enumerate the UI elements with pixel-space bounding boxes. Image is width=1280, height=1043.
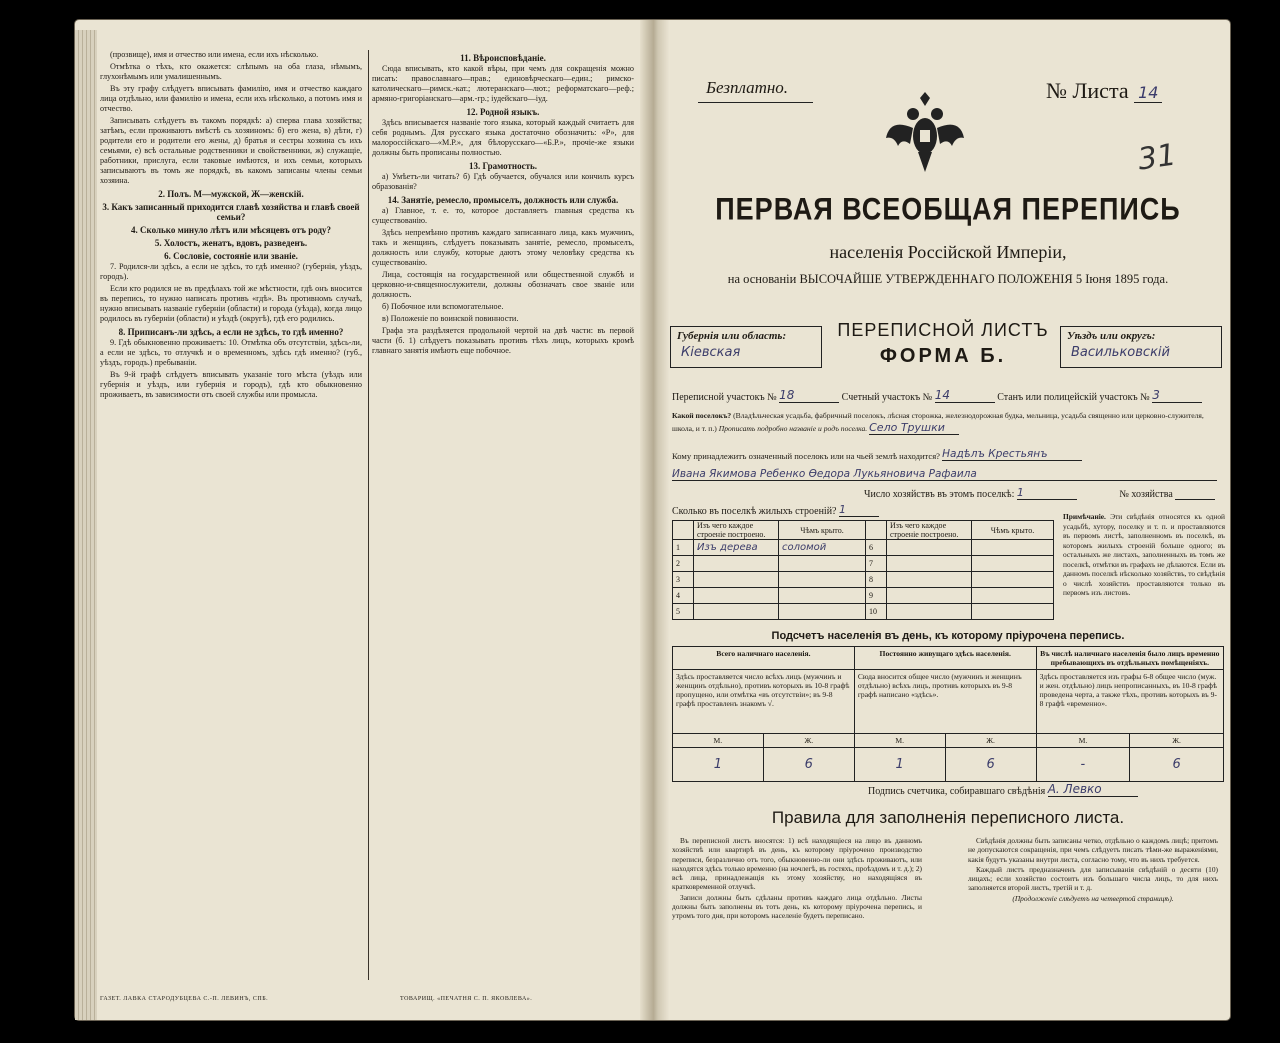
left-col2-paragraph: а) Умѣетъ-ли читать? б) Гдѣ обучается, обучался или кончилъ курсъ образованія? (372, 172, 634, 191)
buildings-value: 1 (839, 503, 879, 517)
pop-zh-head: Ж. (1130, 734, 1224, 748)
pop-zh-head: Ж. (945, 734, 1036, 748)
left-col2-paragraph: Графа эта раздѣляется продольной чертой на двѣ части: въ первой части (б. 1) слѣдуетъ показывать противъ тѣхъ лицъ, которыхъ кромѣ главнаго занятія имѣютъ еще побочное. (372, 326, 634, 355)
bld-head-material-1: Изъ чего каждое строеніе построено. (694, 521, 779, 540)
rules-right-body (968, 836, 1218, 893)
bld-row-num: 7 (866, 556, 887, 572)
uezd-value: Васильковскій (1071, 345, 1170, 360)
rules-right-paragraph: Свѣдѣнія должны быть записаны четко, отдѣльно о каждомъ лицѣ; притомъ не допускаются сокращенія, при чемъ слѣдуетъ писать тѣми-же выраженіями, какія будутъ указаны внутри листа, согласно тому, что въ нихъ требуется. (968, 836, 1218, 864)
left-col2-paragraph: 13. Грамотность. (468, 161, 538, 171)
pop-m-head: М. (673, 734, 764, 748)
bld-head-material-2: Изъ чего каждое строеніе построено. (887, 521, 972, 540)
left-col1-paragraph: 7. Родился-ли здѣсь, а если не здѣсь, то гдѣ именно? (губернія, уѣздъ, городъ). (100, 262, 362, 281)
census-subtitle: населенія Россійской Имперіи, (829, 242, 1067, 262)
free-label: Безплатно. (706, 78, 789, 97)
population-table (672, 646, 1224, 782)
bld-row1-material: Изъ дерева (694, 540, 779, 556)
population-heading: Подсчетъ населенія въ день, къ которому пріурочена перепись. (771, 630, 1125, 642)
pop-col3-head: Въ числѣ наличнаго населенія было лицъ временно пребывающихъ въ отдѣльныхъ помѣщеніяхъ. (1036, 647, 1223, 670)
pop-col1-head: Всего наличнаго населенія. (673, 647, 855, 670)
bld-row-num: 1 (673, 540, 694, 556)
rules-right-paragraph: Каждый листъ предназначенъ для записыванія свѣдѣній о десяти (10) лицахъ; если хозяйство состоитъ изъ большаго числа лицъ, то для нихъ заполняется второй листъ, третій и т. д. (968, 864, 1218, 893)
owner-value-2: Ивана Якимова Ребенко Ѳедора Лукьяновича Рафаила (672, 468, 1217, 481)
pop-resident-m: 1 (854, 748, 945, 782)
note-text: Эти свѣдѣнія относятся къ одной усадьбѣ, хутору, поселку и т. п. и проставляются въ первомъ листѣ, заполненномъ въ поселкѣ, въ которомъ жилыхъ строеній больше одного; въ остальныхъ же листахъ, заполненныхъ въ томъ же поселкѣ, отмѣтки въ графахъ не дѣлаются. Если въ данномъ поселкѣ нѣсколько хозяйствъ, то свѣдѣнія о числѣ хозяйствъ проставляются только въ первомъ изъ листовъ. (1063, 512, 1225, 597)
pop-total-zh: 6 (763, 748, 854, 782)
poselok-hint: Прописать подробно названіе и родъ поселка. (718, 424, 868, 433)
left-col1-paragraph: 4. Сколько минуло лѣтъ или мѣсяцевъ отъ роду? (131, 225, 331, 235)
left-col2-paragraph: 14. Занятіе, ремесло, промыселъ, должность или служба. (387, 195, 619, 205)
bld-row-num: 2 (673, 556, 694, 572)
pop-temporary-m: - (1036, 748, 1130, 782)
left-col2-paragraph: Лица, состоящія на государственной или общественной службѣ и церковно-и-священнослужители, должны обозначать свое званіе или должность. (372, 270, 634, 299)
handwritten-number: 31 (1135, 137, 1179, 178)
rules-continued: (Продолженіе слѣдуетъ на четвертой страницѣ). (1012, 893, 1174, 903)
poselok-desc: (Владѣльческая усадьба, фабричный поселокъ, лѣсная сторожка, железнодорожная будка, мельница, усадьба священно или церковно-служителя, школа, и т. п.) (672, 411, 1204, 433)
left-footer-1: ГАЗЕТ. ЛАВКА СТАРОДУБЦЕВА С.-П. ЛЕВИНЪ, СПБ. (100, 996, 269, 1002)
left-col2-paragraph: Здѣсь непремѣнно противъ каждаго записаннаго лица, какъ мужчинъ, такъ и женщинъ, слѣдуетъ показывать занятіе, ремесло, промыселъ, должность или службу, которые даютъ этому человѣку средства къ существованію. (372, 228, 634, 267)
signature-value: А. Левко (1048, 782, 1138, 797)
left-col2-paragraph: Здѣсь вписывается названіе того языка, который каждый считаетъ для себя роднымъ. Для русскаго языка достаточно обозначить: «Р», для малороссійскаго—«М.Р.», для бѣлорусскаго—«Б.Р.», прочіе-же языки должны быть прописаны полностью. (372, 118, 634, 157)
pop-m-head: М. (854, 734, 945, 748)
bld-row-num: 4 (673, 588, 694, 604)
pop-col2-head: Постоянно живущаго здѣсь населенія. (854, 647, 1036, 670)
owner-row-2 (672, 468, 1224, 481)
census-title: ПЕРВАЯ ВСЕОБЩАЯ ПЕРЕПИСЬ (715, 191, 1181, 227)
owner-label: Кому принадлежитъ означенный поселокъ или на чьей землѣ находится? (672, 451, 940, 461)
rules-heading: Правила для заполненія переписного листа. (771, 808, 1125, 827)
poselok-value: Село Трушки (869, 422, 959, 435)
left-col1-paragraph: Въ эту графу слѣдуетъ вписывать фамилію, имя и отчество каждаго лица отдѣльно, или фамилію и имена, если ихъ нѣсколько, а потомъ имя и отчество. (100, 84, 362, 113)
buildings-note (1063, 512, 1225, 598)
left-column-1 (100, 50, 362, 980)
schetny-uchastok-label: Счетный участокъ № (841, 392, 933, 403)
gubernia-label: Губернія или область: (677, 330, 787, 342)
pop-temporary-zh: 6 (1130, 748, 1224, 782)
buildings-label: Сколько въ поселкѣ жилыхъ строеній? (672, 506, 837, 517)
bld-row-num: 6 (866, 540, 887, 556)
note-title: Примѣчаніе. (1063, 512, 1106, 521)
buildings-table (672, 520, 1054, 620)
form-title: ПЕРЕПИСНОЙ ЛИСТЪ (837, 320, 1049, 340)
sheet-number (1046, 78, 1162, 104)
sheet-number-label: № Листа (1046, 78, 1129, 103)
census-decree: на основаніи ВЫСОЧАЙШЕ УТВЕРЖДЕННАГО ПОЛОЖЕНІЯ 5 Іюня 1895 года. (727, 272, 1169, 286)
double-headed-eagle-icon (880, 88, 970, 178)
bld-row-num: 9 (866, 588, 887, 604)
left-col2-paragraph: Сюда вписывать, кто какой вѣры, при чемъ для сокращенія можно писать: православнаго—прав.; единовѣрческаго—един.; римско-католическаго—римск.-кат.; лютеранскаго—лют.; реформатскаго—реф.; армяно-григоріанскаго—арм.-гр.; іудейскаго—іуд. (372, 64, 634, 103)
census-form-page (668, 30, 1228, 1015)
bld-row-num: 10 (866, 604, 887, 620)
households-label: Число хозяйствъ въ этомъ поселкѣ: (864, 489, 1015, 500)
left-col1-paragraph: 6. Сословіе, состояніе или званіе. (164, 251, 298, 261)
rules-left-paragraph: Въ переписной листъ вносятся: 1) всѣ находящіеся на лицо въ данномъ хозяйствѣ или квартирѣ въ день, къ которому пріурочено производство переписи, безразлично отъ того, обыкновенно-ли они здѣсь проживаютъ, или находятся здѣсь только временно (на ночлегѣ, въ гостяхъ, проѣздомъ и т. д.); 2) всѣ лица, принадлежащія къ этому хозяйству, но находящіяся въ кратковременной отлучкѣ. (672, 836, 922, 892)
left-footer-2: ТОВАРИЩ. «ПЕЧАТНЯ С. П. ЯКОВЛЕВА». (400, 996, 533, 1002)
bld-row1-roof: соломой (779, 540, 866, 556)
rules-left-paragraph: Записи должны быть сдѣланы противъ каждаго лица отдѣльно. Листы должны быть заполнены въ тотъ день, къ которому пріурочена перепись, и утромъ того дня, при которомъ населеніе будетъ переписано. (672, 892, 922, 921)
households-row (864, 486, 1215, 500)
stan-label: Станъ или полицейскій участокъ № (997, 392, 1150, 403)
gubernia-box (670, 326, 822, 368)
left-col1-paragraph: Если кто родился не въ предѣлахъ той же мѣстности, гдѣ онъ вносится въ перепись, то нужно написать противъ «гдѣ». Въ противномъ случаѣ, нужно вписывать названіе губерніи (области) и города (уѣзда), когда лицо родилось въ губерніи (области) и уѣздѣ (округѣ), гдѣ его родились. (100, 284, 362, 323)
signature-label: Подпись счетчика, собиравшаго свѣдѣнія (868, 786, 1046, 797)
bld-row-num: 3 (673, 572, 694, 588)
perepis-uchastok-label: Переписной участокъ № (672, 392, 777, 403)
bld-row-num: 5 (673, 604, 694, 620)
pop-resident-zh: 6 (945, 748, 1036, 782)
left-col2-paragraph: а) Главное, т. е. то, которое доставляетъ главныя средства къ существованію. (372, 206, 634, 225)
schetny-uchastok-value: 14 (935, 388, 995, 403)
form-letter: ФОРМА Б. (879, 345, 1007, 367)
pop-col1-text: Здѣсь проставляется число всѣхъ лицъ (мужчинъ и женщинъ отдѣльно), противъ которыхъ въ 10-8 графѣ пропущено, или отмѣтка «въ отсутствіи»; въ 9-8 графѣ проставленъ знакомъ √. (673, 670, 855, 734)
bld-row-num: 8 (866, 572, 887, 588)
left-col1-paragraph: Въ 9-й графѣ слѣдуетъ вписывать указаніе того мѣста (уѣздъ или губернія и уѣздъ, или губернія и городъ), гдѣ кто обыкновенно проживаетъ, въ зависимости отъ своей службы или промысла. (100, 370, 362, 399)
left-col2-paragraph: в) Положеніе по воинской повинности. (382, 314, 519, 323)
bld-head-roof-2: Чѣмъ крыто. (972, 521, 1054, 540)
sheet-number-value: 14 (1134, 83, 1162, 103)
left-col1-paragraph: 2. Полъ. М—мужской, Ж—женскій. (158, 189, 304, 199)
left-col1-paragraph: (прозвище), имя и отчество или имена, если ихъ нѣсколько. (110, 50, 319, 59)
left-column-2 (372, 50, 634, 980)
form-title-block (828, 320, 1058, 368)
left-col1-paragraph: 9. Гдѣ обыкновенно проживаетъ: 10. Отмѣтка объ отсутствіи, здѣсь-ли, а если не здѣсь, то отлучкѣ и о временномъ, здѣсь гдѣ именно? (губ., уѣздъ, городъ.) пребываніи. (100, 338, 362, 367)
free-underline (698, 102, 813, 103)
gubernia-value: Кіевская (681, 345, 741, 360)
page-stack-edge (75, 30, 97, 1020)
left-page (100, 40, 640, 1010)
poselok-row (672, 410, 1224, 435)
left-col2-paragraph: 12. Родной языкъ. (466, 107, 540, 117)
rules-left-column (672, 836, 922, 922)
bld-head-roof-1: Чѣмъ крыто. (779, 521, 866, 540)
pop-m-head: М. (1036, 734, 1130, 748)
perepis-uchastok-value: 18 (779, 388, 839, 403)
household-no-blank (1175, 488, 1215, 500)
owner-row (672, 448, 1082, 461)
uchastok-row (672, 388, 1202, 403)
uezd-box (1060, 326, 1222, 368)
left-col1-paragraph: 8. Приписанъ-ли здѣсь, а если не здѣсь, то гдѣ именно? (118, 327, 344, 337)
owner-value-1: Надѣлъ Крестьянъ (942, 448, 1082, 461)
pop-col3-text: Здѣсь проставляется изъ графы 6-8 общее число (муж. и жен. отдѣльно) лицъ непрописанныхъ, въ 10-8 графѣ проведена черта, а также тѣхъ, противъ которыхъ въ 9-8 графѣ «временно». (1036, 670, 1223, 734)
stan-value: 3 (1152, 388, 1202, 403)
pop-total-m: 1 (673, 748, 764, 782)
buildings-row (672, 503, 879, 517)
household-no-label: № хозяйства (1119, 489, 1173, 500)
column-divider (368, 50, 369, 980)
left-col2-paragraph: 11. Вѣроисповѣданіе. (460, 53, 546, 63)
left-col2-paragraph: б) Побочное или вспомогательное. (382, 302, 504, 311)
pop-zh-head: Ж. (763, 734, 854, 748)
left-col1-paragraph: 5. Холостъ, женатъ, вдовъ, разведенъ. (154, 238, 308, 248)
pop-col2-text: Сюда вносится общее число (мужчинъ и женщинъ отдѣльно) всѣхъ лицъ, противъ которыхъ въ 9-8 графѣ написано «здѣсь». (854, 670, 1036, 734)
households-value: 1 (1017, 486, 1077, 500)
left-col1-paragraph: 3. Какъ записанный приходится главѣ хозяйства и главѣ своей семьи? (102, 202, 360, 222)
book-gutter (640, 20, 670, 1020)
left-col1-paragraph: Отмѣтка о тѣхъ, кто окажется: слѣпымъ на оба глаза, нѣмымъ, глухонѣмымъ или умалишеннымъ. (100, 62, 362, 81)
poselok-label: Какой поселокъ? (672, 411, 732, 420)
uezd-label: Уѣздъ или округъ: (1067, 330, 1156, 342)
left-col1-paragraph: Записывать слѣдуетъ въ такомъ порядкѣ: а) сперва главa хозяйства; затѣмъ, если проживаютъ вмѣстѣ съ хозяиномъ: б) его жена, в) дѣти, г) родители его и родители его жены, д) братья и сестры хозяина съ ихъ семьями, е) всѣ остальные родственники и свойственники, ж) служащіе, работники, прислуга, если таковые имѣются, и ихъ семьи, которыхъ записываютъ въ томъ же порядкѣ, въ какомъ записаны члены семьи хозяина. (100, 116, 362, 185)
signature-row (868, 782, 1138, 797)
rules-right-column (968, 836, 1218, 904)
